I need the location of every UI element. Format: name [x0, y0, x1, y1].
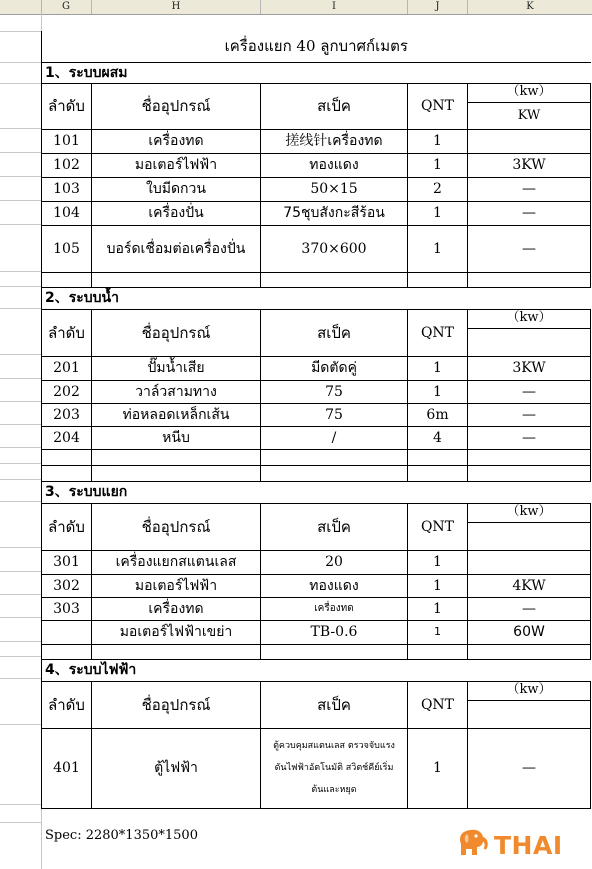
- header-qnt[interactable]: QNT: [408, 83, 468, 129]
- table-row[interactable]: [42, 225, 591, 272]
- table-row[interactable]: [42, 728, 591, 808]
- row-qnt: 4: [408, 426, 468, 449]
- header-kw-top: （kw）: [468, 310, 590, 329]
- empty-row[interactable]: [42, 449, 591, 465]
- row-name: ตู้ไฟฟ้า: [92, 728, 261, 808]
- row-qnt: 1: [408, 574, 468, 597]
- row-qnt: 2: [408, 177, 468, 201]
- header-no[interactable]: ลำดับ: [42, 503, 92, 550]
- row-spec: TB-0.6: [261, 620, 408, 644]
- row-spec: 50×15: [261, 177, 408, 201]
- grid-line: [0, 479, 42, 480]
- table-row[interactable]: [42, 201, 591, 225]
- column-header-g[interactable]: G: [41, 0, 92, 14]
- row-qnt: 1: [408, 129, 468, 153]
- row-name: ปั๊มน้ำเสีย: [92, 356, 261, 380]
- row-qnt: 1: [408, 225, 468, 272]
- grid-line: [0, 271, 42, 272]
- row-kw: —: [468, 597, 591, 620]
- row-no: 204: [42, 426, 92, 449]
- table-row[interactable]: [42, 426, 591, 449]
- row-no: 303: [42, 597, 92, 620]
- header-name[interactable]: ชื่ออุปกรณ์: [92, 83, 261, 129]
- header-no[interactable]: ลำดับ: [42, 309, 92, 356]
- row-no: 105: [42, 225, 92, 272]
- grid-line: [0, 594, 42, 595]
- row-spec: 20: [261, 550, 408, 574]
- empty-row[interactable]: [42, 272, 591, 287]
- row-no: 104: [42, 201, 92, 225]
- column-header-bar: [0, 0, 592, 15]
- row-name: มอเตอร์ไฟฟ้า: [92, 574, 261, 597]
- header-qnt[interactable]: QNT: [408, 309, 468, 356]
- grid-line: [0, 678, 42, 679]
- grid-line: [0, 547, 42, 548]
- row-name: ใบมีดกวน: [92, 177, 261, 201]
- row-spec: 75: [261, 403, 408, 426]
- row-kw: —: [468, 201, 591, 225]
- section-title-2[interactable]: 2、ระบบน้ำ: [42, 287, 591, 309]
- row-qnt: 6m: [408, 403, 468, 426]
- row-spec: เครื่องทด: [261, 597, 408, 620]
- header-kw-top: （kw）: [468, 504, 590, 523]
- row-no: 202: [42, 380, 92, 403]
- row-kw: 60W: [468, 620, 591, 644]
- header-kw[interactable]: [468, 503, 591, 550]
- column-header-j[interactable]: J: [408, 0, 468, 14]
- row-qnt: 1: [408, 597, 468, 620]
- row-no: 201: [42, 356, 92, 380]
- grid-line: [0, 62, 42, 63]
- header-kw-bottom-empty: [468, 523, 590, 550]
- header-name[interactable]: ชื่ออุปกรณ์: [92, 309, 261, 356]
- column-header-i[interactable]: I: [261, 0, 408, 14]
- row-no: [42, 620, 92, 644]
- grid-line: [0, 378, 42, 379]
- row-name: ท่อหลอดเหล็กเส้น: [92, 403, 261, 426]
- empty-row[interactable]: [42, 644, 591, 659]
- row-qnt: 1: [408, 153, 468, 177]
- header-no[interactable]: ลำดับ: [42, 83, 92, 129]
- header-spec[interactable]: สเป็ค: [261, 309, 408, 356]
- row-kw: —: [468, 728, 591, 808]
- grid-line: [0, 804, 42, 805]
- row-no: 103: [42, 177, 92, 201]
- grid-line: [0, 354, 42, 355]
- row-name: มอเตอร์ไฟฟ้าเขย่า: [92, 620, 261, 644]
- grid-line: [0, 656, 42, 657]
- row-name: หนีบ: [92, 426, 261, 449]
- table-row[interactable]: [42, 550, 591, 574]
- row-name: เครื่องแยกสแตนเลส: [92, 550, 261, 574]
- row-name: วาล์วสามทาง: [92, 380, 261, 403]
- table-row[interactable]: [42, 620, 591, 644]
- header-kw[interactable]: [468, 681, 591, 728]
- grid-line: [0, 31, 42, 32]
- table-row[interactable]: [42, 177, 591, 201]
- row-qnt: 1: [408, 728, 468, 808]
- row-kw: [468, 129, 591, 153]
- row-kw: —: [468, 426, 591, 449]
- header-spec[interactable]: สเป็ค: [261, 503, 408, 550]
- logo-text: THAI: [494, 830, 563, 860]
- section-title-4[interactable]: 4、ระบบไฟฟ้า: [42, 659, 591, 681]
- grid-line: [0, 571, 42, 572]
- row-spec: 75ชุบสังกะสีร้อน: [261, 201, 408, 225]
- row-kw: 4KW: [468, 574, 591, 597]
- row-name: เครื่องทด: [92, 129, 261, 153]
- header-qnt[interactable]: QNT: [408, 681, 468, 728]
- row-no: 101: [42, 129, 92, 153]
- grid-line: [0, 463, 42, 464]
- row-kw: —: [468, 225, 591, 272]
- table-row[interactable]: [42, 574, 591, 597]
- grid-line: [0, 822, 42, 823]
- header-name[interactable]: ชื่ออุปกรณ์: [92, 503, 261, 550]
- row-name: เครื่องทด: [92, 597, 261, 620]
- row-spec: ทองแดง: [261, 153, 408, 177]
- table-row[interactable]: [42, 153, 591, 177]
- row-spec: 搓线针เครื่องทด: [261, 129, 408, 153]
- elephant-icon: [458, 828, 490, 862]
- row-name: เครื่องปั่น: [92, 201, 261, 225]
- table-row[interactable]: [42, 380, 591, 403]
- grid-line: [0, 447, 42, 448]
- brand-logo: [458, 828, 563, 862]
- grid-line: [0, 617, 42, 618]
- header-kw-bottom-empty: [468, 329, 590, 356]
- row-no: 102: [42, 153, 92, 177]
- row-qnt: 1: [408, 380, 468, 403]
- row-name: บอร์ดเชื่อมต่อเครื่องปั่น: [92, 225, 261, 272]
- grid-line: [0, 83, 42, 84]
- row-kw: [468, 550, 591, 574]
- table-row[interactable]: [42, 597, 591, 620]
- row-kw: —: [468, 403, 591, 426]
- grid-line: [0, 401, 42, 402]
- row-qnt: 1: [408, 201, 468, 225]
- row-spec: 75: [261, 380, 408, 403]
- row-qnt: 1: [408, 620, 468, 644]
- row-no: 302: [42, 574, 92, 597]
- corner-cell[interactable]: [0, 0, 42, 14]
- grid-line: [0, 286, 42, 287]
- row-name: มอเตอร์ไฟฟ้า: [92, 153, 261, 177]
- grid-line: [0, 152, 42, 153]
- row-kw: —: [468, 177, 591, 201]
- row-kw: 3KW: [468, 356, 591, 380]
- grid-line: [0, 176, 42, 177]
- row-spec: มีดตัดคู่: [261, 356, 408, 380]
- grid-line: [0, 224, 42, 225]
- column-header-k[interactable]: K: [526, 1, 534, 12]
- row-spec: [261, 728, 408, 808]
- row-spec: ทองแดง: [261, 574, 408, 597]
- page-title[interactable]: เครื่องแยก 40 ลูกบาศก์เมตร: [42, 31, 591, 62]
- grid-line: [0, 501, 42, 502]
- equipment-table: [41, 31, 591, 809]
- grid-line: [0, 308, 42, 309]
- row-no: 301: [42, 550, 92, 574]
- header-kw-bottom-empty: [468, 701, 590, 728]
- empty-row[interactable]: [42, 465, 591, 481]
- table-row[interactable]: [42, 356, 591, 380]
- header-kw[interactable]: [468, 309, 591, 356]
- grid-line: [0, 424, 42, 425]
- row-qnt: 1: [408, 356, 468, 380]
- section-title-3[interactable]: 3、ระบบแยก: [42, 481, 591, 503]
- grid-line: [0, 724, 42, 725]
- row-kw: 3KW: [468, 153, 591, 177]
- row-no: 203: [42, 403, 92, 426]
- header-kw[interactable]: [468, 83, 591, 129]
- row-spec: 370×600: [261, 225, 408, 272]
- header-kw-bottom: KW: [517, 107, 541, 123]
- grid-line: [0, 641, 42, 642]
- row-qnt: 1: [408, 550, 468, 574]
- row-spec: /: [261, 426, 408, 449]
- header-kw-top: （kw）: [468, 84, 590, 103]
- column-header-h[interactable]: H: [92, 0, 261, 14]
- grid-line: [0, 200, 42, 201]
- row-kw: —: [468, 380, 591, 403]
- header-qnt[interactable]: QNT: [408, 503, 468, 550]
- header-no[interactable]: ลำดับ: [42, 681, 92, 728]
- grid-line: [0, 128, 42, 129]
- header-spec[interactable]: สเป็ค: [261, 83, 408, 129]
- spec-line[interactable]: Spec: 2280*1350*1500: [45, 828, 198, 843]
- header-kw-top: （kw）: [468, 682, 590, 701]
- section-title-1[interactable]: 1、ระบบผสม: [42, 62, 591, 83]
- table-row[interactable]: [42, 129, 591, 153]
- header-spec[interactable]: สเป็ค: [261, 681, 408, 728]
- row-no: 401: [42, 728, 92, 808]
- header-name[interactable]: ชื่ออุปกรณ์: [92, 681, 261, 728]
- table-row[interactable]: [42, 403, 591, 426]
- row-spec-text: ตู้ควบคุมสแตนเลส ตรวจจับแรงดันไฟฟ้าอัตโนมัติ สวิตช์คีย์เริ่มต้นและหยุด: [273, 741, 395, 795]
